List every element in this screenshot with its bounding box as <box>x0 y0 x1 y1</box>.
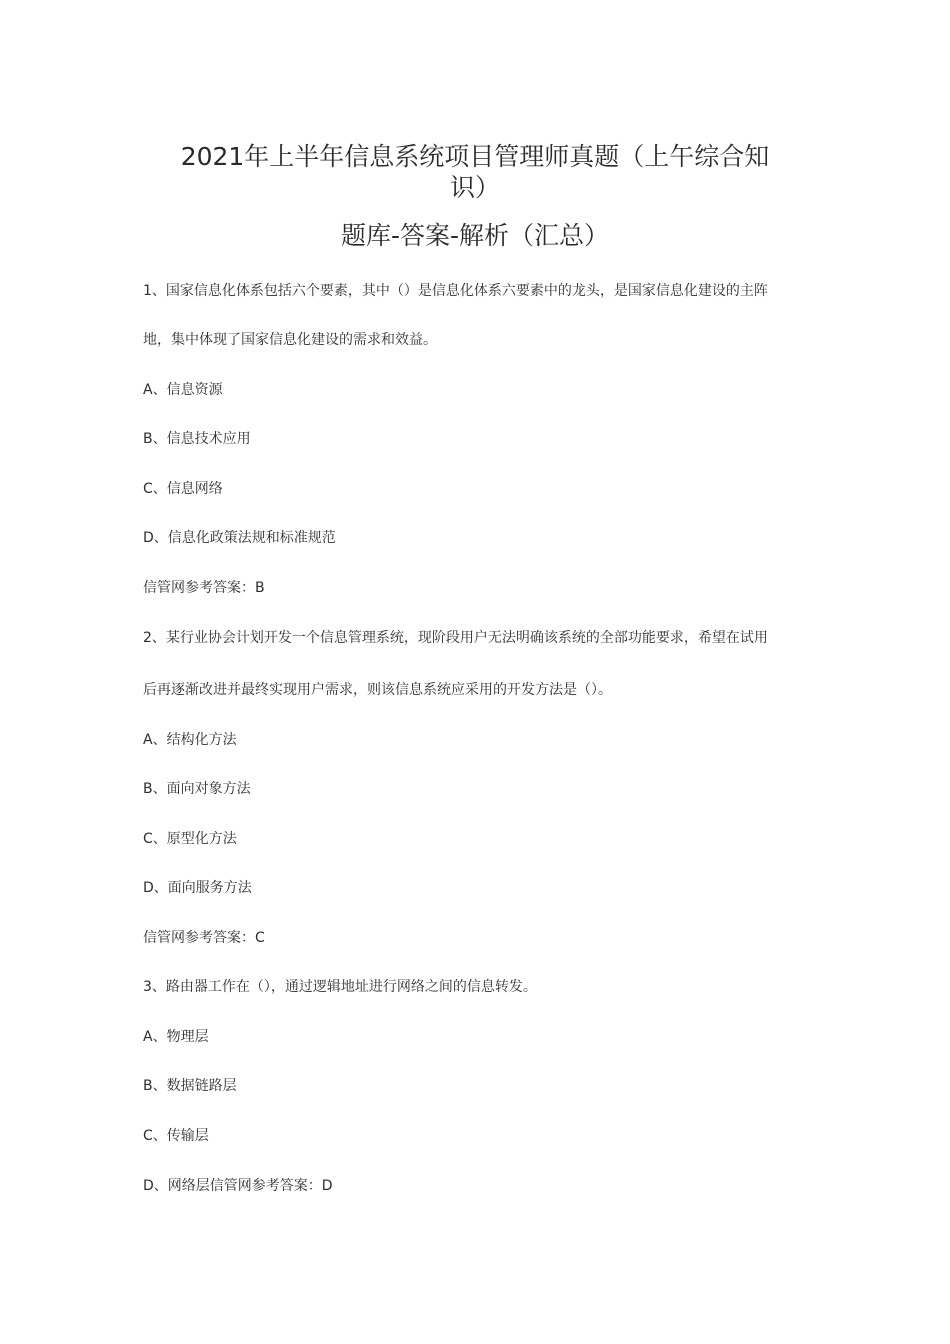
question-1-stem-line-1: 1、国家信息化体系包括六个要素，其中（）是信息化体系六要素中的龙头，是国家信息化建设的主阵 <box>143 283 768 299</box>
question-1-option-b: B、信息技术应用 <box>143 431 251 447</box>
question-2-option-d: D、面向服务方法 <box>143 880 252 896</box>
question-3-stem: 3、路由器工作在（），通过逻辑地址进行网络之间的信息转发。 <box>143 979 537 995</box>
title-line-2: 识） <box>449 173 500 202</box>
question-1-answer: 信管网参考答案：B <box>143 580 265 596</box>
question-3-option-a: A、物理层 <box>143 1029 209 1045</box>
title-line-1: 2021年上半年信息系统项目管理师真题（上午综合知 <box>180 142 770 171</box>
question-2-stem-line-2: 后再逐渐改进并最终实现用户需求，则该信息系统应采用的开发方法是（）。 <box>143 682 612 698</box>
question-3-option-b: B、数据链路层 <box>143 1078 237 1094</box>
question-3-option-c: C、传输层 <box>143 1128 209 1144</box>
question-3-option-d-and-answer: D、网络层信管网参考答案：D <box>143 1178 333 1194</box>
question-2-option-c: C、原型化方法 <box>143 831 237 847</box>
question-2-answer: 信管网参考答案：C <box>143 930 265 946</box>
question-2-option-a: A、结构化方法 <box>143 732 237 748</box>
question-1-option-c: C、信息网络 <box>143 481 223 497</box>
question-1-option-a: A、信息资源 <box>143 382 223 398</box>
question-2-option-b: B、面向对象方法 <box>143 781 251 797</box>
question-1-option-d: D、信息化政策法规和标准规范 <box>143 530 336 546</box>
document-title <box>130 141 820 203</box>
question-2-stem-line-1: 2、某行业协会计划开发一个信息管理系统，现阶段用户无法明确该系统的全部功能要求，希望在试用 <box>143 630 768 646</box>
document-subtitle: 题库-答案-解析（汇总） <box>340 221 610 250</box>
question-1-stem-line-2: 地，集中体现了国家信息化建设的需求和效益。 <box>143 332 437 348</box>
